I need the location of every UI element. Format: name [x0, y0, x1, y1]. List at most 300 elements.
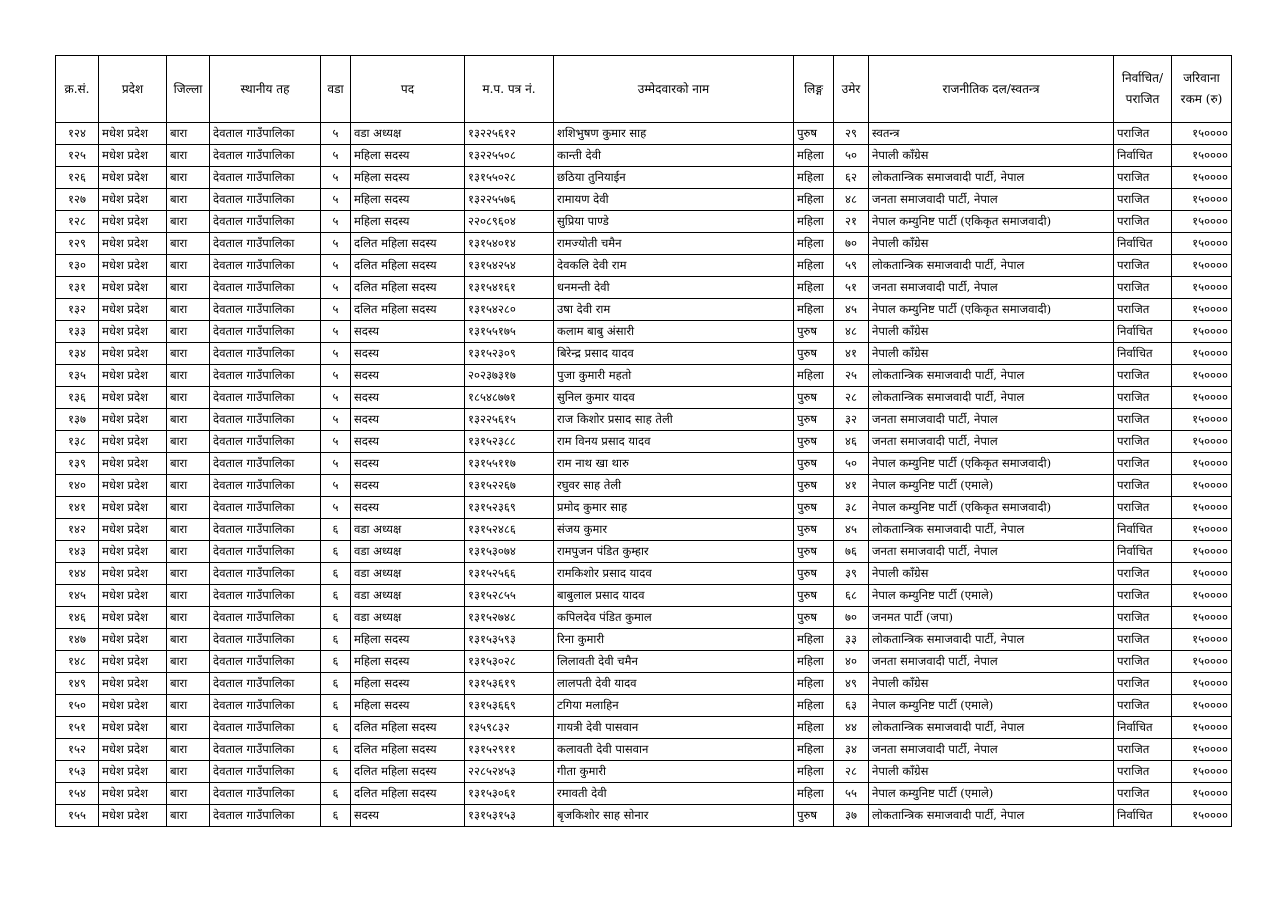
post-cell: सदस्य — [351, 365, 465, 387]
province-cell: मधेश प्रदेश — [99, 541, 167, 563]
fine-amount-cell: १५०००० — [1172, 761, 1232, 783]
district-cell: बारा — [167, 277, 210, 299]
party-cell: लोकतान्त्रिक समाजवादी पार्टी, नेपाल — [869, 255, 1114, 277]
table-row — [56, 739, 1232, 761]
province-cell: मधेश प्रदेश — [99, 783, 167, 805]
candidate-name-cell: रिना कुमारी — [554, 629, 794, 651]
ballot-number-cell: १३१५२७४८ — [465, 607, 554, 629]
province-cell: मधेश प्रदेश — [99, 695, 167, 717]
party-cell: नेपाल कम्युनिष्ट पार्टी (एकिकृत समाजवादी) — [869, 299, 1114, 321]
serial-number-cell: १२४ — [56, 123, 99, 145]
post-cell: सदस्य — [351, 805, 465, 827]
ward-cell: ५ — [321, 497, 351, 519]
ballot-number-cell: १३१५२२६७ — [465, 475, 554, 497]
age-cell: ४१ — [834, 343, 869, 365]
result-cell: पराजित — [1114, 475, 1172, 497]
ballot-number-cell: १३१५३१५३ — [465, 805, 554, 827]
province-cell: मधेश प्रदेश — [99, 651, 167, 673]
local-level-cell: देवताल गाउँपालिका — [210, 563, 321, 585]
age-cell: ५१ — [834, 277, 869, 299]
province-cell: मधेश प्रदेश — [99, 189, 167, 211]
party-cell: नेपाली काँग्रेस — [869, 145, 1114, 167]
province-cell: मधेश प्रदेश — [99, 365, 167, 387]
fine-amount-cell: १५०००० — [1172, 233, 1232, 255]
age-cell: ७० — [834, 233, 869, 255]
province-cell: मधेश प्रदेश — [99, 299, 167, 321]
party-cell: लोकतान्त्रिक समाजवादी पार्टी, नेपाल — [869, 167, 1114, 189]
ballot-number-cell: १३१५४२८० — [465, 299, 554, 321]
ward-cell: ५ — [321, 211, 351, 233]
table-row — [56, 607, 1232, 629]
ballot-number-cell: १३१५२८५५ — [465, 585, 554, 607]
serial-number-cell: १३४ — [56, 343, 99, 365]
fine-amount-cell: १५०००० — [1172, 563, 1232, 585]
post-cell: दलित महिला सदस्य — [351, 277, 465, 299]
province-cell: मधेश प्रदेश — [99, 277, 167, 299]
local-level-cell: देवताल गाउँपालिका — [210, 717, 321, 739]
post-cell: महिला सदस्य — [351, 629, 465, 651]
post-cell: दलित महिला सदस्य — [351, 299, 465, 321]
candidate-name-cell: सुनिल कुमार यादव — [554, 387, 794, 409]
ward-cell: ५ — [321, 277, 351, 299]
result-cell: पराजित — [1114, 453, 1172, 475]
gender-cell: पुरुष — [794, 343, 834, 365]
district-cell: बारा — [167, 563, 210, 585]
province-cell: मधेश प्रदेश — [99, 805, 167, 827]
table-row — [56, 783, 1232, 805]
fine-amount-cell: १५०००० — [1172, 365, 1232, 387]
province-cell: मधेश प्रदेश — [99, 255, 167, 277]
age-cell: ४६ — [834, 431, 869, 453]
result-cell: पराजित — [1114, 563, 1172, 585]
ward-cell: ५ — [321, 299, 351, 321]
local-level-cell: देवताल गाउँपालिका — [210, 585, 321, 607]
result-cell: पराजित — [1114, 607, 1172, 629]
district-cell: बारा — [167, 541, 210, 563]
fine-amount-cell: १५०००० — [1172, 167, 1232, 189]
local-level-cell: देवताल गाउँपालिका — [210, 409, 321, 431]
ballot-number-cell: १३१५३०२८ — [465, 651, 554, 673]
province-cell: मधेश प्रदेश — [99, 409, 167, 431]
local-level-cell: देवताल गाउँपालिका — [210, 453, 321, 475]
post-cell: महिला सदस्य — [351, 211, 465, 233]
fine-amount-cell: १५०००० — [1172, 541, 1232, 563]
fine-amount-cell: १५०००० — [1172, 321, 1232, 343]
serial-number-cell: १३७ — [56, 409, 99, 431]
table-row — [56, 343, 1232, 365]
district-cell: बारा — [167, 387, 210, 409]
local-level-cell: देवताल गाउँपालिका — [210, 805, 321, 827]
ward-cell: ५ — [321, 475, 351, 497]
age-cell: ७० — [834, 607, 869, 629]
post-cell: वडा अध्यक्ष — [351, 123, 465, 145]
candidate-name-cell: पुजा कुमारी महतो — [554, 365, 794, 387]
result-cell: पराजित — [1114, 497, 1172, 519]
province-cell: मधेश प्रदेश — [99, 673, 167, 695]
local-level-cell: देवताल गाउँपालिका — [210, 673, 321, 695]
result-cell: पराजित — [1114, 211, 1172, 233]
district-cell: बारा — [167, 695, 210, 717]
party-cell: नेपाली काँग्रेस — [869, 761, 1114, 783]
header-province: प्रदेश — [99, 56, 167, 123]
ward-cell: ५ — [321, 343, 351, 365]
result-cell: निर्वाचित — [1114, 519, 1172, 541]
table-row — [56, 673, 1232, 695]
district-cell: बारा — [167, 783, 210, 805]
table-row — [56, 563, 1232, 585]
fine-amount-cell: १५०००० — [1172, 431, 1232, 453]
province-cell: मधेश प्रदेश — [99, 431, 167, 453]
gender-cell: पुरुष — [794, 123, 834, 145]
party-cell: नेपाल कम्युनिष्ट पार्टी (एकिकृत समाजवादी) — [869, 497, 1114, 519]
fine-amount-cell: १५०००० — [1172, 299, 1232, 321]
candidate-name-cell: रघुवर साह तेली — [554, 475, 794, 497]
ward-cell: ६ — [321, 607, 351, 629]
table-row — [56, 761, 1232, 783]
province-cell: मधेश प्रदेश — [99, 453, 167, 475]
serial-number-cell: १३८ — [56, 431, 99, 453]
age-cell: ३७ — [834, 805, 869, 827]
table-row — [56, 409, 1232, 431]
gender-cell: महिला — [794, 211, 834, 233]
post-cell: दलित महिला सदस्य — [351, 255, 465, 277]
fine-amount-cell: १५०००० — [1172, 717, 1232, 739]
party-cell: नेपाली काँग्रेस — [869, 673, 1114, 695]
candidate-name-cell: बाबुलाल प्रसाद यादव — [554, 585, 794, 607]
result-cell: निर्वाचित — [1114, 717, 1172, 739]
ballot-number-cell: १३१५३६१९ — [465, 673, 554, 695]
local-level-cell: देवताल गाउँपालिका — [210, 497, 321, 519]
gender-cell: पुरुष — [794, 519, 834, 541]
ward-cell: ५ — [321, 321, 351, 343]
age-cell: ३८ — [834, 497, 869, 519]
ward-cell: ६ — [321, 717, 351, 739]
table-row — [56, 299, 1232, 321]
ward-cell: ६ — [321, 783, 351, 805]
local-level-cell: देवताल गाउँपालिका — [210, 695, 321, 717]
fine-amount-cell: १५०००० — [1172, 387, 1232, 409]
ballot-number-cell: १३१५२५६६ — [465, 563, 554, 585]
candidate-name-cell: रामकिशोर प्रसाद यादव — [554, 563, 794, 585]
header-ballot-number: म.प. पत्र नं. — [465, 56, 554, 123]
party-cell: जनता समाजवादी पार्टी, नेपाल — [869, 431, 1114, 453]
gender-cell: महिला — [794, 717, 834, 739]
serial-number-cell: १४९ — [56, 673, 99, 695]
local-level-cell: देवताल गाउँपालिका — [210, 255, 321, 277]
ballot-number-cell: १३१५२४८६ — [465, 519, 554, 541]
table-body — [56, 123, 1232, 827]
ward-cell: ६ — [321, 519, 351, 541]
district-cell: बारा — [167, 805, 210, 827]
province-cell: मधेश प्रदेश — [99, 387, 167, 409]
post-cell: सदस्य — [351, 409, 465, 431]
gender-cell: महिला — [794, 739, 834, 761]
table-row — [56, 365, 1232, 387]
table-row — [56, 651, 1232, 673]
result-cell: निर्वाचित — [1114, 321, 1172, 343]
table-row — [56, 497, 1232, 519]
fine-amount-cell: १५०००० — [1172, 277, 1232, 299]
post-cell: महिला सदस्य — [351, 673, 465, 695]
district-cell: बारा — [167, 321, 210, 343]
fine-amount-cell: १५०००० — [1172, 123, 1232, 145]
header-district: जिल्ला — [167, 56, 210, 123]
serial-number-cell: १४१ — [56, 497, 99, 519]
party-cell: जनता समाजवादी पार्टी, नेपाल — [869, 189, 1114, 211]
age-cell: ५० — [834, 145, 869, 167]
local-level-cell: देवताल गाउँपालिका — [210, 123, 321, 145]
ward-cell: ५ — [321, 123, 351, 145]
table-row — [56, 475, 1232, 497]
local-level-cell: देवताल गाउँपालिका — [210, 783, 321, 805]
table-row — [56, 431, 1232, 453]
party-cell: जनता समाजवादी पार्टी, नेपाल — [869, 739, 1114, 761]
post-cell: दलित महिला सदस्य — [351, 761, 465, 783]
province-cell: मधेश प्रदेश — [99, 233, 167, 255]
age-cell: ४५ — [834, 519, 869, 541]
party-cell: स्वतन्त्र — [869, 123, 1114, 145]
header-serial-number: क्र.सं. — [56, 56, 99, 123]
district-cell: बारा — [167, 739, 210, 761]
age-cell: ३९ — [834, 563, 869, 585]
district-cell: बारा — [167, 717, 210, 739]
serial-number-cell: १४८ — [56, 651, 99, 673]
party-cell: नेपाली काँग्रेस — [869, 343, 1114, 365]
table-row — [56, 321, 1232, 343]
gender-cell: पुरुष — [794, 607, 834, 629]
gender-cell: महिला — [794, 673, 834, 695]
result-cell: पराजित — [1114, 365, 1172, 387]
fine-amount-cell: १५०००० — [1172, 519, 1232, 541]
candidate-name-cell: सुप्रिया पाण्डे — [554, 211, 794, 233]
table-row — [56, 541, 1232, 563]
local-level-cell: देवताल गाउँपालिका — [210, 475, 321, 497]
serial-number-cell: १५३ — [56, 761, 99, 783]
post-cell: वडा अध्यक्ष — [351, 541, 465, 563]
district-cell: बारा — [167, 453, 210, 475]
local-level-cell: देवताल गाउँपालिका — [210, 519, 321, 541]
party-cell: लोकतान्त्रिक समाजवादी पार्टी, नेपाल — [869, 519, 1114, 541]
serial-number-cell: १५४ — [56, 783, 99, 805]
age-cell: २५ — [834, 365, 869, 387]
local-level-cell: देवताल गाउँपालिका — [210, 233, 321, 255]
gender-cell: महिला — [794, 695, 834, 717]
ballot-number-cell: २०२३७३१७ — [465, 365, 554, 387]
table-header — [56, 56, 1232, 123]
header-result: निर्वाचित/ पराजित — [1114, 56, 1172, 123]
ward-cell: ६ — [321, 761, 351, 783]
table-row — [56, 255, 1232, 277]
ward-cell: ६ — [321, 629, 351, 651]
district-cell: बारा — [167, 519, 210, 541]
ward-cell: ५ — [321, 409, 351, 431]
local-level-cell: देवताल गाउँपालिका — [210, 365, 321, 387]
result-cell: पराजित — [1114, 431, 1172, 453]
province-cell: मधेश प्रदेश — [99, 321, 167, 343]
district-cell: बारा — [167, 167, 210, 189]
candidate-name-cell: कान्ती देवी — [554, 145, 794, 167]
header-candidate-name: उम्मेदवारको नाम — [554, 56, 794, 123]
candidate-name-cell: प्रमोद कुमार साह — [554, 497, 794, 519]
candidate-name-cell: उषा देवी राम — [554, 299, 794, 321]
post-cell: सदस्य — [351, 387, 465, 409]
local-level-cell: देवताल गाउँपालिका — [210, 431, 321, 453]
age-cell: ४१ — [834, 475, 869, 497]
result-cell: निर्वाचित — [1114, 805, 1172, 827]
ballot-number-cell: १३१५३०७४ — [465, 541, 554, 563]
age-cell: २८ — [834, 761, 869, 783]
serial-number-cell: १४७ — [56, 629, 99, 651]
gender-cell: पुरुष — [794, 475, 834, 497]
candidate-name-cell: राम नाथ खा थारु — [554, 453, 794, 475]
post-cell: वडा अध्यक्ष — [351, 519, 465, 541]
fine-amount-cell: १५०००० — [1172, 453, 1232, 475]
fine-amount-cell: १५०००० — [1172, 585, 1232, 607]
serial-number-cell: १४४ — [56, 563, 99, 585]
post-cell: दलित महिला सदस्य — [351, 783, 465, 805]
result-cell: पराजित — [1114, 783, 1172, 805]
result-cell: पराजित — [1114, 387, 1172, 409]
local-level-cell: देवताल गाउँपालिका — [210, 387, 321, 409]
ballot-number-cell: १३१५४१६१ — [465, 277, 554, 299]
ward-cell: ६ — [321, 805, 351, 827]
result-cell: पराजित — [1114, 585, 1172, 607]
post-cell: सदस्य — [351, 497, 465, 519]
district-cell: बारा — [167, 189, 210, 211]
post-cell: महिला सदस्य — [351, 695, 465, 717]
table-row — [56, 519, 1232, 541]
table-row — [56, 233, 1232, 255]
ballot-number-cell: १३२२५६१५ — [465, 409, 554, 431]
local-level-cell: देवताल गाउँपालिका — [210, 145, 321, 167]
ward-cell: ५ — [321, 145, 351, 167]
province-cell: मधेश प्रदेश — [99, 585, 167, 607]
party-cell: जनता समाजवादी पार्टी, नेपाल — [869, 409, 1114, 431]
district-cell: बारा — [167, 211, 210, 233]
result-cell: पराजित — [1114, 629, 1172, 651]
table-row — [56, 123, 1232, 145]
candidate-name-cell: छठिया तुनियाईन — [554, 167, 794, 189]
fine-amount-cell: १५०००० — [1172, 805, 1232, 827]
district-cell: बारा — [167, 673, 210, 695]
party-cell: जनमत पार्टी (जपा) — [869, 607, 1114, 629]
province-cell: मधेश प्रदेश — [99, 717, 167, 739]
party-cell: जनता समाजवादी पार्टी, नेपाल — [869, 651, 1114, 673]
table-row — [56, 717, 1232, 739]
table-row — [56, 805, 1232, 827]
post-cell: सदस्य — [351, 343, 465, 365]
ballot-number-cell: १३१५४२५४ — [465, 255, 554, 277]
result-cell: पराजित — [1114, 673, 1172, 695]
gender-cell: पुरुष — [794, 387, 834, 409]
party-cell: नेपाली काँग्रेस — [869, 563, 1114, 585]
table-row — [56, 277, 1232, 299]
header-fine-amount: जरिवाना रकम (रु) — [1172, 56, 1232, 123]
gender-cell: पुरुष — [794, 453, 834, 475]
candidate-name-cell: टगिया मलाहिन — [554, 695, 794, 717]
candidate-name-cell: रामपुजन पंडित कुम्हार — [554, 541, 794, 563]
post-cell: सदस्य — [351, 321, 465, 343]
district-cell: बारा — [167, 343, 210, 365]
post-cell: महिला सदस्य — [351, 651, 465, 673]
province-cell: मधेश प्रदेश — [99, 607, 167, 629]
gender-cell: महिला — [794, 783, 834, 805]
ward-cell: ५ — [321, 255, 351, 277]
district-cell: बारा — [167, 475, 210, 497]
ward-cell: ५ — [321, 167, 351, 189]
candidate-name-cell: शशिभुषण कुमार साह — [554, 123, 794, 145]
candidate-name-cell: लालपती देवी यादव — [554, 673, 794, 695]
local-level-cell: देवताल गाउँपालिका — [210, 629, 321, 651]
gender-cell: पुरुष — [794, 497, 834, 519]
post-cell: वडा अध्यक्ष — [351, 563, 465, 585]
result-cell: पराजित — [1114, 277, 1172, 299]
local-level-cell: देवताल गाउँपालिका — [210, 651, 321, 673]
candidate-name-cell: रमावती देवी — [554, 783, 794, 805]
ballot-number-cell: १३१५३०६१ — [465, 783, 554, 805]
district-cell: बारा — [167, 365, 210, 387]
result-cell: पराजित — [1114, 409, 1172, 431]
candidate-results-table — [55, 55, 1232, 827]
result-cell: निर्वाचित — [1114, 233, 1172, 255]
serial-number-cell: १४० — [56, 475, 99, 497]
province-cell: मधेश प्रदेश — [99, 497, 167, 519]
post-cell: वडा अध्यक्ष — [351, 585, 465, 607]
result-cell: पराजित — [1114, 695, 1172, 717]
ward-cell: ५ — [321, 233, 351, 255]
fine-amount-cell: १५०००० — [1172, 189, 1232, 211]
district-cell: बारा — [167, 431, 210, 453]
fine-amount-cell: १५०००० — [1172, 255, 1232, 277]
gender-cell: महिला — [794, 365, 834, 387]
serial-number-cell: १४२ — [56, 519, 99, 541]
province-cell: मधेश प्रदेश — [99, 167, 167, 189]
result-cell: निर्वाचित — [1114, 343, 1172, 365]
ward-cell: ६ — [321, 541, 351, 563]
serial-number-cell: १५२ — [56, 739, 99, 761]
party-cell: नेपाल कम्युनिष्ट पार्टी (एमाले) — [869, 695, 1114, 717]
table-row — [56, 695, 1232, 717]
local-level-cell: देवताल गाउँपालिका — [210, 607, 321, 629]
header-age: उमेर — [834, 56, 869, 123]
age-cell: ४८ — [834, 189, 869, 211]
district-cell: बारा — [167, 145, 210, 167]
serial-number-cell: १३२ — [56, 299, 99, 321]
post-cell: महिला सदस्य — [351, 189, 465, 211]
serial-number-cell: १३१ — [56, 277, 99, 299]
header-gender: लिङ्ग — [794, 56, 834, 123]
province-cell: मधेश प्रदेश — [99, 343, 167, 365]
ballot-number-cell: १३१५५१७५ — [465, 321, 554, 343]
age-cell: ४४ — [834, 717, 869, 739]
district-cell: बारा — [167, 255, 210, 277]
province-cell: मधेश प्रदेश — [99, 123, 167, 145]
ballot-number-cell: १३१५४०१४ — [465, 233, 554, 255]
district-cell: बारा — [167, 299, 210, 321]
result-cell: पराजित — [1114, 651, 1172, 673]
gender-cell: महिला — [794, 167, 834, 189]
result-cell: निर्वाचित — [1114, 541, 1172, 563]
district-cell: बारा — [167, 409, 210, 431]
serial-number-cell: १२७ — [56, 189, 99, 211]
ballot-number-cell: १३२२५५०८ — [465, 145, 554, 167]
fine-amount-cell: १५०००० — [1172, 783, 1232, 805]
result-cell: निर्वाचित — [1114, 145, 1172, 167]
candidate-name-cell: संजय कुमार — [554, 519, 794, 541]
candidate-name-cell: बिरेन्द्र प्रसाद यादव — [554, 343, 794, 365]
ward-cell: ६ — [321, 695, 351, 717]
province-cell: मधेश प्रदेश — [99, 519, 167, 541]
